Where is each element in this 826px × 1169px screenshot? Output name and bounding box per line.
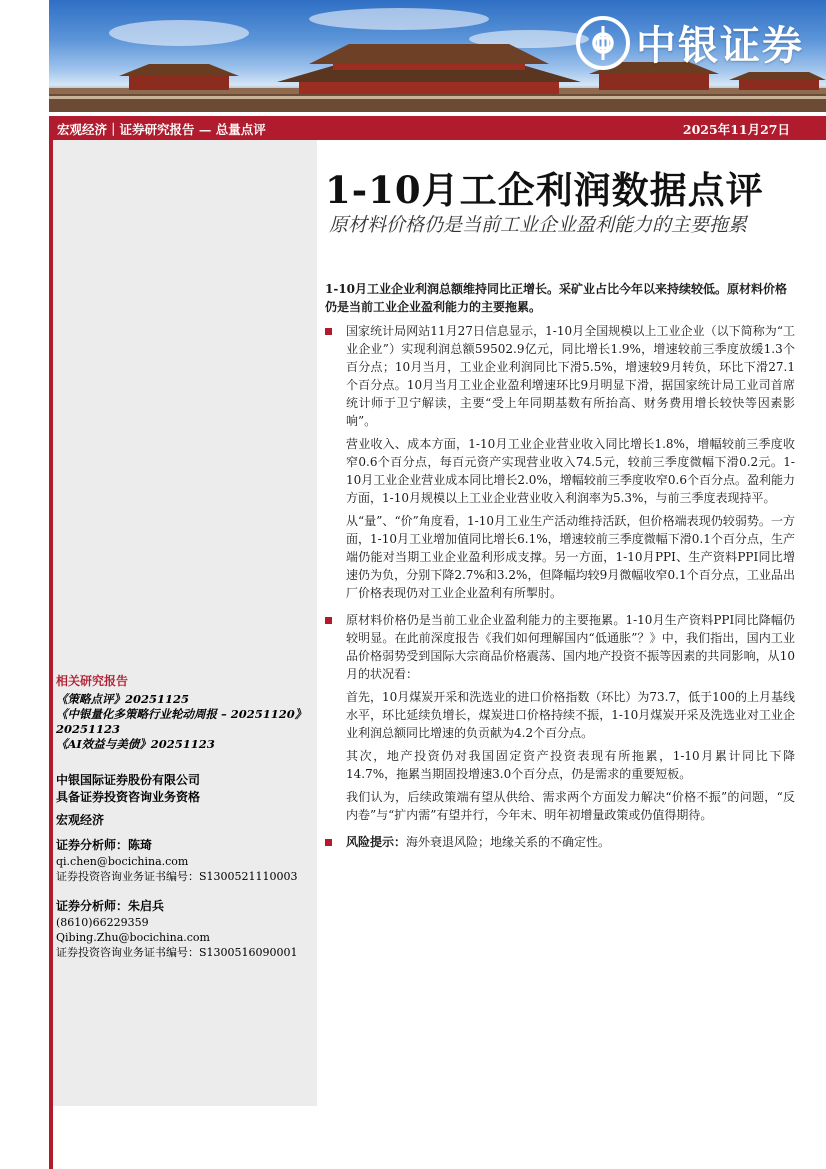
analyst-email[interactable]: Qibing.Zhu@bocichina.com (56, 931, 210, 944)
brand-logo (576, 14, 804, 71)
body-paragraph: 我们认为，后续政策端有望从供给、需求两个方面发力解决“价格不振”的问题，“反内卷”与“扩内需”有望并行，今年末、明年初增量政策或仍值得期待。 (346, 790, 795, 822)
body-paragraph: 其次，地产投资仍对我国固定资产投资表现有所拖累，1-10月累计同比下降14.7%，拖累当期固投增速3.0个百分点，仍是需求的重要短板。 (346, 749, 795, 781)
summary: 1-10月工业企业利润总额维持同比正增长。采矿业占比今年以来持续较低。原材料价格仍是当前工业企业盈利能力的主要拖累。 (325, 282, 788, 314)
sidebar-panel (53, 140, 317, 1106)
company-name: 中银国际证券股份有限公司 (56, 773, 201, 787)
body-paragraph: 营业收入、成本方面，1-10月工业企业营业收入同比增长1.8%，增幅较前三季度收窄0.6个百分点，每百元资产实现营业收入74.5元，较前三季度微幅下滑0.2元。1-10月工业企业营业成本同比增长2.0%，增幅较前三季度收窄0.6个百分点。盈利能力方面，1-10月规模以上工业企业营业收入利润率为5.3%，与前三季度表现持平。 (346, 437, 795, 505)
bullet-square-icon (325, 839, 332, 846)
page-title: 1-10月工企利润数据点评 (325, 168, 764, 212)
page-subtitle: 原材料价格仍是当前工业企业盈利能力的主要拖累 (329, 214, 748, 236)
brand-name: 中银证券 (636, 23, 804, 69)
body-paragraph: 首先，10月煤炭开采和洗选业的进口价格指数（环比）为73.7，低于100的上月基线水平，环比延续负增长，煤炭进口价格持续不振，1-10月煤炭开采及洗选业对工业企业利润总额同比增速的负贡献为4.2个百分点。 (346, 690, 795, 740)
related-report[interactable]: 《AI效益与美债》20251123 (56, 737, 215, 751)
bullet-section (325, 322, 795, 430)
risk-section (325, 833, 795, 851)
analyst-title: 证券分析师：朱启兵 (56, 899, 165, 913)
cloud (309, 8, 489, 30)
risk-label: 风险提示： (346, 835, 407, 849)
bullet-square-icon (325, 328, 332, 335)
analyst-title: 证券分析师：陈琦 (56, 838, 153, 852)
bullet-section (325, 611, 795, 683)
report-category: 宏观经济｜证券研究报告 — 总量点评 (57, 122, 266, 137)
report-date: 2025年11月27日 (682, 122, 790, 137)
analyst-cert: 证券投资咨询业务证书编号：S1300516090001 (56, 946, 298, 959)
header-banner (49, 0, 826, 112)
related-report[interactable]: 《策略点评》20251125 (56, 692, 190, 706)
qualification: 具备证券投资咨询业务资格 (56, 790, 201, 804)
risk-text: 海外衰退风险；地缘关系的不确定性。 (406, 835, 611, 849)
section-lead: 国家统计局网站11月27日信息显示，1-10月全国规模以上工业企业（以下简称为“工业企业”）实现利润总额59502.9亿元，同比增长1.9%，增速较前三季度放缓1.3个百分点；10月当月，工业企业利润同比下滑5.5%，增速较9月转负，环比下滑27.1个百分点。10月当月工业企业盈利增速环比9月明显下滑，据国家统计局工业司首席统计师于卫宁解读，主要“受上年同期基数有所抬高、财务费用增长较快等因素影响”。 (346, 324, 795, 428)
analyst-phone: (8610)66229359 (56, 916, 149, 929)
department: 宏观经济 (56, 813, 105, 827)
report-header-strip (49, 116, 826, 140)
bullet-square-icon (325, 617, 332, 624)
analyst-email[interactable]: qi.chen@bocichina.com (56, 855, 189, 868)
report-body (325, 322, 795, 856)
related-reports-title: 相关研究报告 (56, 674, 129, 688)
boc-logo-icon (576, 16, 630, 70)
sidebar-content (56, 672, 314, 960)
analyst-cert: 证券投资咨询业务证书编号：S1300521110003 (56, 870, 298, 883)
section-lead: 原材料价格仍是当前工业企业盈利能力的主要拖累。1-10月生产资料PPI同比降幅仍较明显。在此前深度报告《我们如何理解国内“低通胀”？》中，我们指出，国内工业品价格弱势受到国际大宗商品价格震荡、国内地产投资不振等因素的共同影响，从10月的状况看： (346, 613, 795, 681)
risk-line (346, 833, 795, 851)
related-report[interactable]: 《中银量化多策略行业轮动周报 – 20251120》20251123 (56, 707, 307, 736)
body-paragraph: 从“量”、“价”角度看，1-10月工业生产活动维持活跃，但价格端表现仍较弱势。一方面，1-10月工业增加值同比增长6.1%，增速较前三季度微幅下滑0.1个百分点，生产端仍能对当期工业企业盈利形成支撑。另一方面，1-10月PPI、生产资料PPI同比增速仍为负，分别下降2.7%和3.2%，但降幅均较9月微幅收窄0.1个百分点，工业品出厂价格表现仍对工业企业盈利有所掣肘。 (346, 514, 795, 600)
